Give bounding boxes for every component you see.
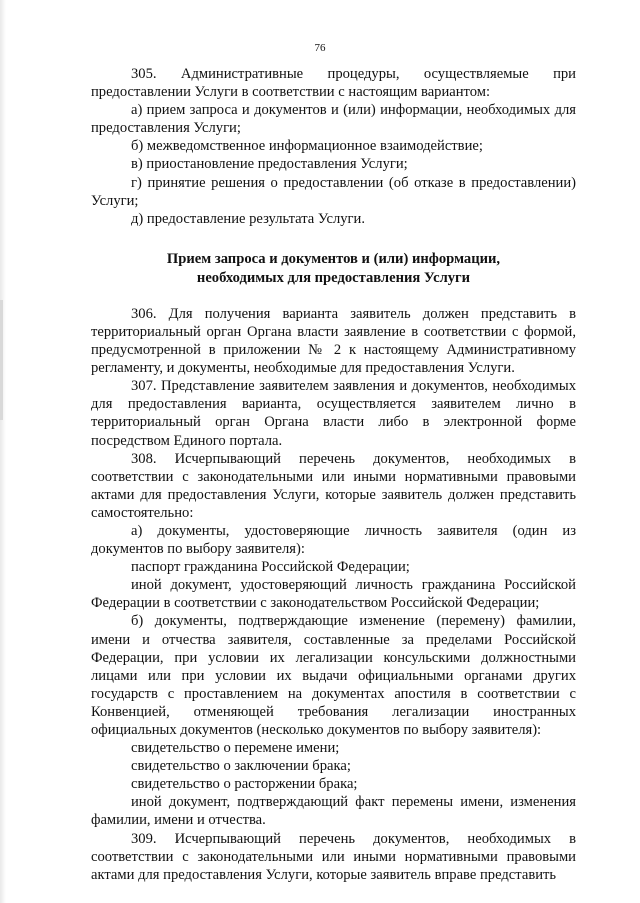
scan-edge	[0, 0, 6, 903]
list-item-308-b: б) документы, подтверждающие изменение (перемену) фамилии, имени и отчества заявителя, составленные за пределами Российской Федерации, при условии их легализации консульскими должностными лицами или при условии их выдачи официальными органами других государств с проставлением на документах апостиля в соответствии с Конвенцией, отменяющей требования легализации иностранных официальных документов (несколько документов по выбору заявителя):	[91, 613, 576, 738]
section-heading-line-1: Прием запроса и документов и (или) информации,	[166, 250, 501, 267]
list-item-other-doc: иной документ, подтверждающий факт перемены имени, изменения фамилии, имени и отчества.	[91, 794, 576, 829]
list-item-d: г) принятие решения о предоставлении (об отказе в предоставлении) Услуги;	[91, 174, 576, 209]
document-body	[91, 65, 576, 884]
scan-mark	[0, 300, 3, 420]
page-number: 76	[314, 42, 326, 54]
list-item-e: д) предоставление результата Услуги.	[131, 210, 365, 227]
list-item-c: в) приостановление предоставления Услуги;	[131, 156, 408, 173]
paragraph-309: 309. Исчерпывающий перечень документов, необходимых в соответствии с законодательными или иными нормативными правовыми актами для предоставления Услуги, которые заявитель вправе представить	[91, 830, 576, 883]
list-item-308-a: а) документы, удостоверяющие личность заявителя (один из документов по выбору заявителя):	[91, 522, 576, 558]
section-heading	[91, 250, 576, 288]
paragraph-305: 305. Административные процедуры, осуществляемые при предоставлении Услуги в соответствии с настоящим вариантом:	[91, 66, 576, 101]
paragraph-307: 307. Представление заявителем заявления и документов, необходимых для предоставления варианта, осуществляется заявителем лично в территориальный орган Органа власти либо в электронной форме посредством Единого портала.	[91, 378, 576, 449]
list-item-cert-name: свидетельство о перемене имени;	[131, 740, 340, 757]
list-item-cert-marriage: свидетельство о заключении брака;	[131, 758, 351, 775]
list-item-passport: паспорт гражданина Российской Федерации;	[131, 559, 410, 576]
paragraph-308: 308. Исчерпывающий перечень документов, необходимых в соответствии с законодательными или иными нормативными правовыми актами для предоставления Услуги, которые заявитель должен представить самостоятельно:	[91, 450, 576, 521]
list-item-cert-divorce: свидетельство о расторжении брака;	[131, 776, 358, 793]
list-item-other-id: иной документ, удостоверяющий личность гражданина Российской Федерации в соответствии с законодательством Российской Федерации;	[91, 577, 576, 612]
list-item-a: а) прием запроса и документов и (или) информации, необходимых для предоставления Услуги;	[91, 102, 576, 137]
paragraph-306: 306. Для получения варианта заявитель должен представить в территориальный орган Органа власти заявление в соответствии с формой, предусмотренной в приложении № 2 к настоящему Административному регламенту, и документы, необходимые для предоставления Услуги.	[91, 305, 576, 377]
list-item-b: б) межведомственное информационное взаимодействие;	[131, 138, 483, 155]
section-heading-line-2: необходимых для предоставления Услуги	[196, 269, 471, 286]
